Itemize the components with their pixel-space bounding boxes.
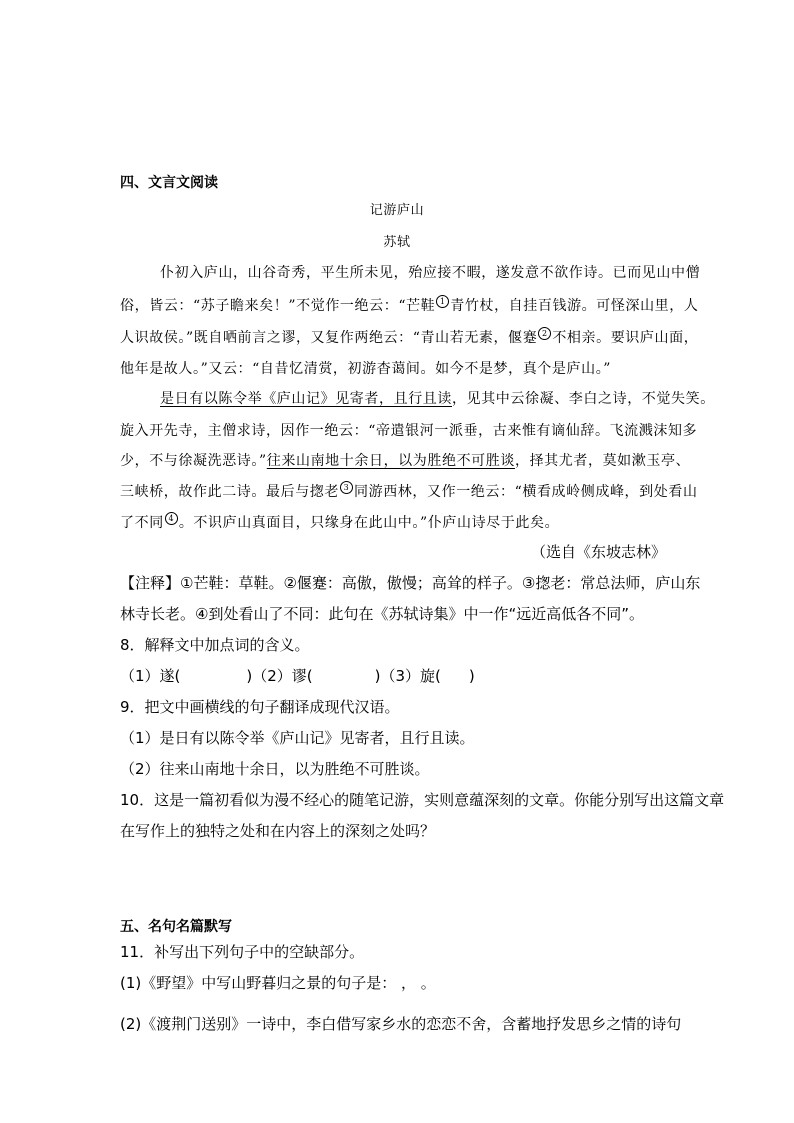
passage-source: （选自《东坡志林》 [530,543,666,561]
question-11-item-1: (1)《野望》中写山野暮归之景的句子是： ， 。 [120,974,436,992]
section-5-heading: 五、名句名篇默写 [120,919,232,935]
question-9-sentence-1: （1）是日有以陈令举《庐山记》见寄者，且行且读。 [120,729,475,747]
notes-line1: 【注释】①芒鞋：草鞋。②偃蹇：高傲，傲慢；高耸的样子。③揔老：常总法师，庐山东 [120,574,701,592]
passage-p2-line1: 是日有以陈令举《庐山记》见寄者，且行且读，见其中云徐凝、李白之诗，不觉失笑。 [160,391,715,407]
passage-p1-line2: 俗，皆云：“苏子瞻来矣！”不觉作一绝云：“芒鞋 1 青竹杖，自挂百钱游。可怪深山里，人 [120,297,699,314]
underlined-sentence-1: 是日有以陈令举《庐山记》见寄者，且行且读 [160,391,452,407]
question-10-line1: 10．这是一篇初看似为漫不经心的随笔记游，实则意蕴深刻的文章。你能分别写出这篇文章 [120,791,725,809]
passage-p2-line3: 少，不与徐凝洗恶诗。”往来山南地十余日，以为胜绝不可胜谈，择其尤者，莫如漱玉亭、 [120,453,691,469]
note-mark-1: 1 [436,295,449,308]
section-4-heading: 四、文言文阅读 [120,175,218,191]
passage-p1-line4: 他年是故人。”又云：“自昔忆清赏，初游杳蔼间。如今不是梦，真个是庐山。” [120,361,612,377]
question-11-item-2: (2)《渡荆门送别》一诗中，李白借写家乡水的恋恋不舍，含蓄地抒发思乡之情的诗句 [120,1015,682,1033]
passage-p1-line1: 仆初入庐山，山谷奇秀，平生所未见，殆应接不暇，遂发意不欲作诗。已而见山中僧 [160,265,701,281]
question-9-sentence-2: （2）往来山南地十余日，以为胜绝不可胜谈。 [120,760,430,778]
passage-p2-line4: 三峡桥，故作此二诗。最后与揔老 3 同游西林，又作一绝云：“横看成岭侧成峰，到处看山 [120,483,698,500]
underlined-sentence-2: 往来山南地十余日，以为胜绝不可胜谈 [266,453,515,469]
passage-p2-line2: 旋入开先寺，主僧求诗，因作一绝云：“帝遣银河一派垂，古来惟有谪仙辞。飞流溅沫知多 [120,423,698,439]
note-mark-4: 4 [165,512,178,525]
notes-line2: 林寺长老。④到处看山了不同：此句在《苏轼诗集》中一作“远近高低各不同”。 [120,605,644,623]
note-mark-3: 3 [340,481,353,494]
question-9: 9．把文中画横线的句子翻译成现代汉语。 [120,698,400,716]
passage-title: 记游庐山 [369,203,425,218]
passage-author: 苏轼 [383,235,411,250]
question-11: 11．补写出下列句子中的空缺部分。 [120,943,365,961]
passage-p1-line3: 人识故侯。”既自哂前言之谬，又复作两绝云：“青山若无素，偃蹇 2 不相亲。要识庐山面， [120,329,699,346]
question-8: 8．解释文中加点词的含义。 [120,636,310,654]
note-mark-2: 2 [538,327,551,340]
question-10-line2: 在写作上的独特之处和在内容上的深刻之处吗？ [120,822,436,840]
passage-p2-line5: 了不同 4 。不识庐山真面目，只缘身在此山中。”仆庐山诗尽于此矣。 [120,514,560,531]
question-8-answers: （1）遂( )（2）谬( )（3）旋( ) [120,667,475,685]
